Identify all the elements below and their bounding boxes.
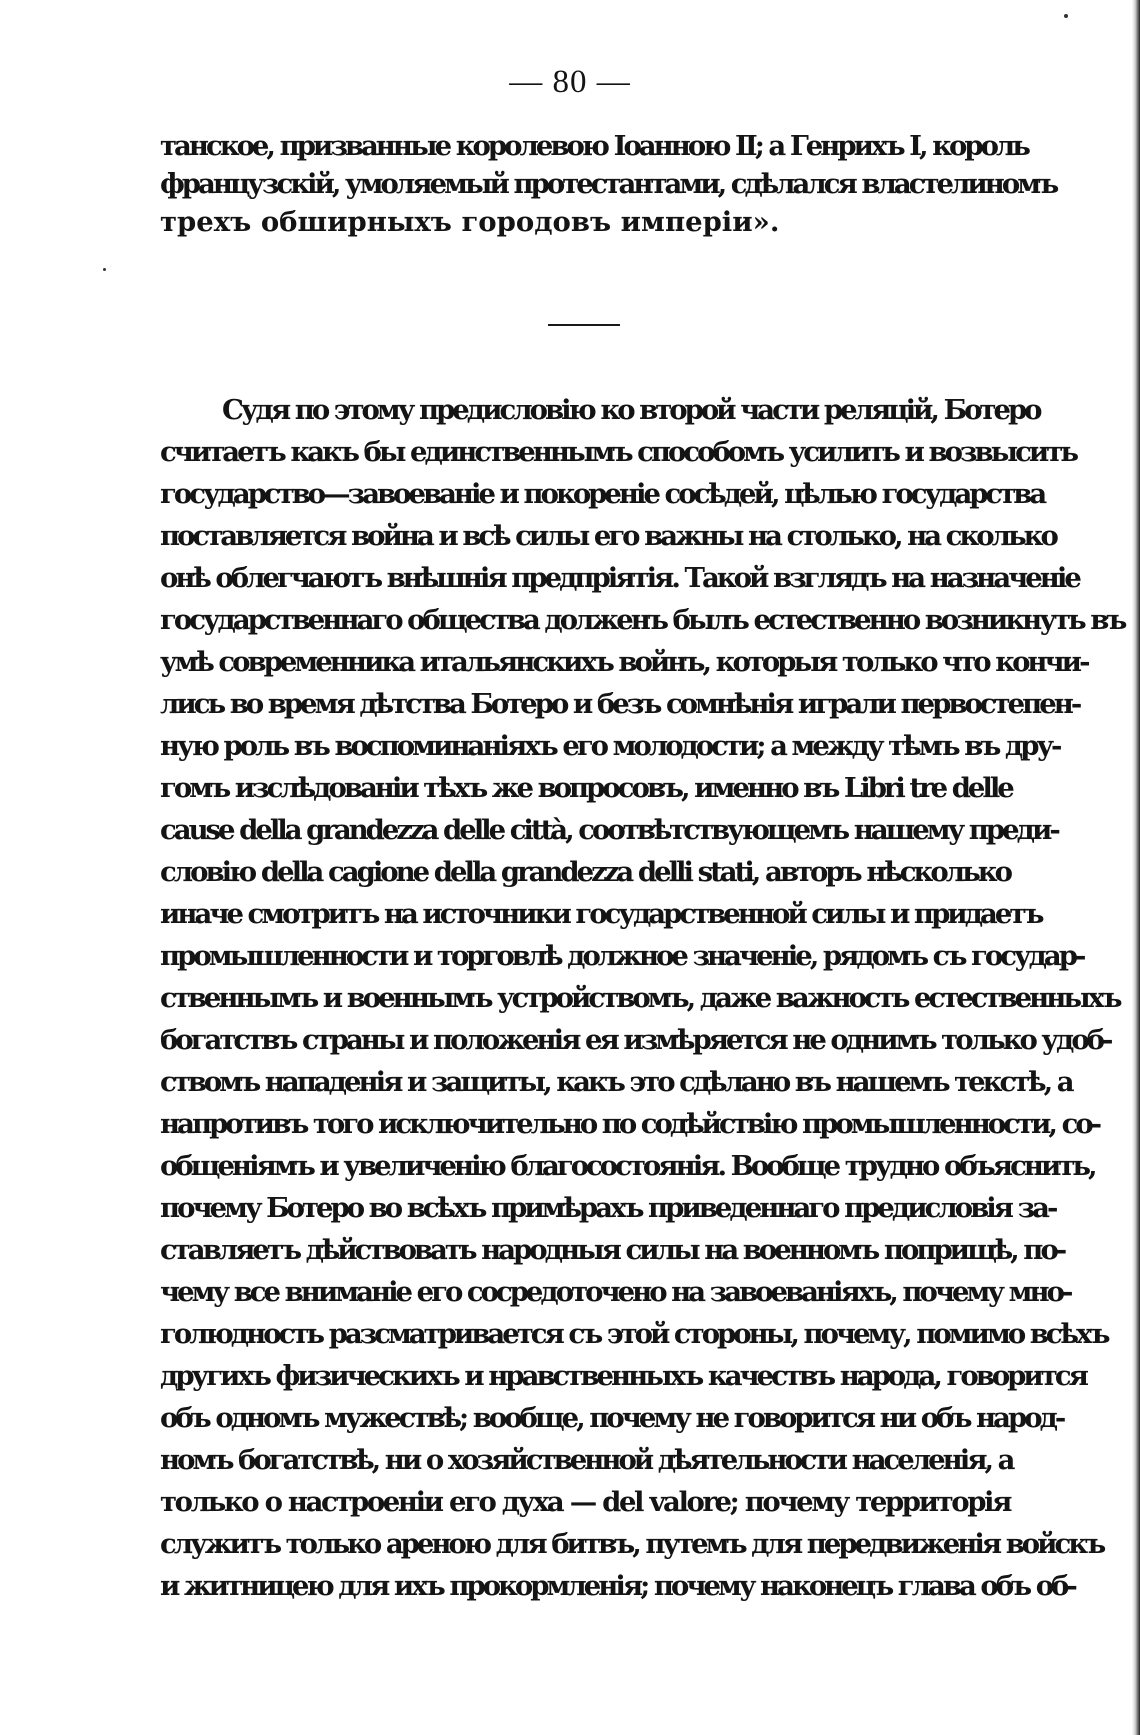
paragraph-line: номъ богатствѣ, ни о хозяйственной дѣятельности населенія, а — [160, 1444, 1013, 1476]
paragraph-line: служитъ только ареною для битвъ, путемъ для передвиженія войскъ — [160, 1528, 1104, 1560]
paragraph-line: Судя по этому предисловію ко второй части реляцій, Ботеро — [222, 394, 1040, 426]
paragraph-line: промышленности и торговлѣ должное значеніе, рядомъ съ государ- — [160, 940, 1084, 972]
paragraph-line: объ одномъ мужествѣ; вообще, почему не говорится ни объ народ- — [160, 1402, 1064, 1434]
paragraph-line: чему все вниманіе его сосредоточено на завоеваніяхъ, почему мно- — [160, 1276, 1071, 1308]
scan-speck — [103, 268, 106, 271]
paragraph-line: почему Ботеро во всѣхъ примѣрахъ приведеннаго предисловія за- — [160, 1192, 1056, 1224]
paragraph-line: гомъ изслѣдованіи тѣхъ же вопросовъ, именно въ Libri tre delle — [160, 772, 1012, 804]
continuation-line: танское, призванные королевою Іоанною II; а Генрихъ I, король — [160, 130, 1028, 162]
paragraph-line: считаетъ какъ бы единственнымъ способомъ усилить и возвысить — [160, 436, 1076, 468]
paragraph-line: словію della cagione della grandezza delli stati, авторъ нѣсколько — [160, 856, 1010, 888]
binding-edge — [1132, 0, 1140, 1735]
paragraph-line: ствомъ нападенія и защиты, какъ это сдѣлано въ нашемъ текстѣ, а — [160, 1066, 1072, 1098]
paragraph-line: иначе смотритъ на источники государственной силы и придаетъ — [160, 898, 1042, 930]
paragraph-line: государственнаго общества долженъ былъ естественно возникнуть въ — [160, 604, 1125, 636]
paragraph-line: государство—завоеваніе и покореніе сосѣдей, цѣлью государства — [160, 478, 1045, 510]
scan-speck — [1064, 14, 1068, 18]
paragraph-line: ственнымъ и военнымъ устройствомъ, даже важность естественныхъ — [160, 982, 1120, 1014]
paragraph-line: cause della grandezza delle città, соотвѣтствующемъ нашему преди- — [160, 814, 1058, 846]
paragraph-line: и житницею для ихъ прокормленія; почему наконецъ глава объ об- — [160, 1570, 1075, 1602]
section-divider — [548, 324, 620, 326]
paragraph-line: богатствъ страны и положенія ея измѣряется не однимъ только удоб- — [160, 1024, 1111, 1056]
paragraph-line: умѣ современника итальянскихъ войнъ, которыя только что кончи- — [160, 646, 1088, 678]
paragraph-line: голюдность разсматривается съ этой стороны, почему, помимо всѣхъ — [160, 1318, 1108, 1350]
paragraph-line: онѣ облегчаютъ внѣшнія предпріятія. Такой взглядъ на назначеніе — [160, 562, 1079, 594]
paragraph-line: общеніямъ и увеличенію благосостоянія. Вообще трудно объяснить, — [160, 1150, 1095, 1182]
continuation-line: трехъ обширныхъ городовъ имперіи». — [160, 206, 780, 238]
paragraph-line: поставляется война и всѣ силы его важны на столько, на сколько — [160, 520, 1056, 552]
paragraph-line: только о настроеніи его духа — del valore; почему территорія — [160, 1486, 1010, 1518]
paragraph-line: напротивъ того исключительно по содѣйствію промышленности, со- — [160, 1108, 1100, 1140]
paragraph-line: другихъ физическихъ и нравственныхъ качествъ народа, говорится — [160, 1360, 1086, 1392]
paragraph-line: ную роль въ воспоминаніяхъ его молодости; а между тѣмъ въ дру- — [160, 730, 1060, 762]
paragraph-line: ставляетъ дѣйствовать народныя силы на военномъ поприщѣ, по- — [160, 1234, 1065, 1266]
page-number: — 80 — — [509, 64, 631, 100]
continuation-line: французскій, умоляемый протестантами, сдѣлался властелиномъ — [160, 168, 1057, 200]
paragraph-line: лись во время дѣтства Ботеро и безъ сомнѣнія играли первостепен- — [160, 688, 1080, 720]
